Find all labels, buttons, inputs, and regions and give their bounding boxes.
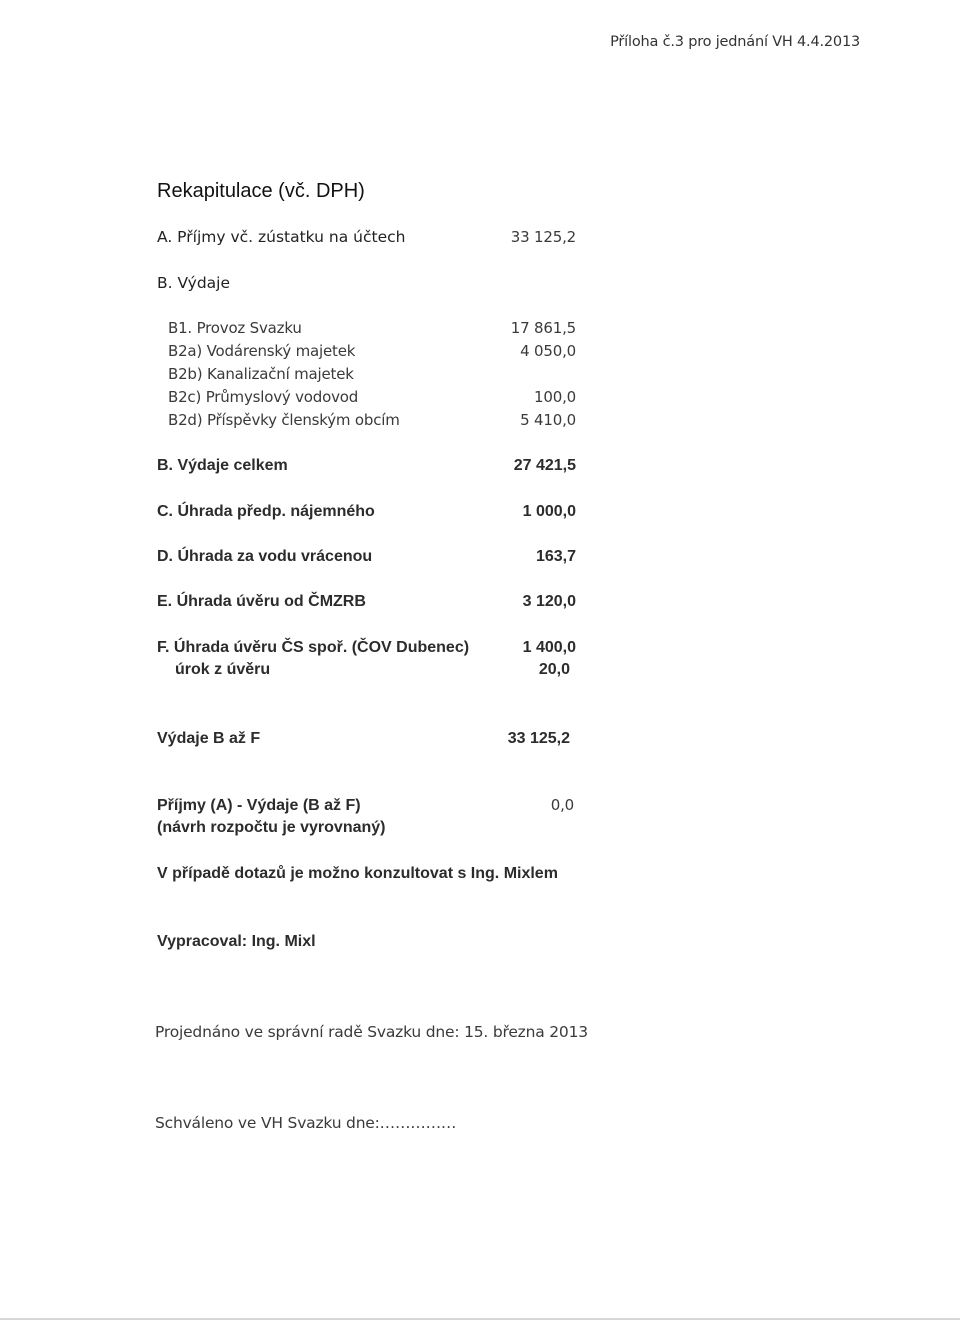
interest-value: 20,0 — [538, 661, 570, 678]
section-e-label: E. Úhrada úvěru od ČMZRB — [157, 593, 366, 610]
approved-date: Schváleno ve VH Svazku dne:…………… — [155, 1114, 457, 1132]
balance-value: 0,0 — [550, 796, 574, 814]
section-f-label: F. Úhrada úvěru ČS spoř. (ČOV Dubenec) — [157, 639, 470, 656]
expense-item-b1: B1. Provoz Svazku — [168, 319, 302, 337]
contact-note: V případě dotazů je možno konzultovat s Ing. Mixlem — [157, 865, 558, 882]
expense-item-b2d: B2d) Příspěvky členským obcím — [168, 411, 400, 429]
expenses-b-f-value: 33 125,2 — [507, 730, 570, 747]
expenses-total-label: B. Výdaje celkem — [157, 457, 288, 474]
expense-item-b2b: B2b) Kanalizační majetek — [168, 365, 354, 383]
scan-edge-line — [0, 1318, 960, 1320]
attachment-note: Příloha č.3 pro jednání VH 4.4.2013 — [610, 34, 860, 50]
discussed-date: Projednáno ve správní radě Svazku dne: 15. března 2013 — [155, 1023, 588, 1041]
expenses-heading: B. Výdaje — [157, 274, 231, 292]
expense-value-b1: 17 861,5 — [510, 319, 576, 337]
expenses-b-f-label: Výdaje B až F — [157, 730, 261, 747]
section-d-label: D. Úhrada za vodu vrácenou — [157, 548, 373, 565]
section-f-value: 1 400,0 — [522, 639, 576, 656]
income-value: 33 125,2 — [510, 228, 576, 246]
balance-label: Příjmy (A) - Výdaje (B až F) — [157, 797, 361, 814]
expense-item-b2a: B2a) Vodárenský majetek — [168, 342, 356, 360]
expense-item-b2c: B2c) Průmyslový vodovod — [168, 388, 359, 406]
expense-value-b2c: 100,0 — [534, 388, 576, 406]
balance-note: (návrh rozpočtu je vyrovnaný) — [157, 819, 386, 836]
expense-value-b2d: 5 410,0 — [520, 411, 576, 429]
section-c-label: C. Úhrada předp. nájemného — [157, 503, 375, 520]
prepared-by: Vypracoval: Ing. Mixl — [157, 933, 316, 950]
section-d-value: 163,7 — [535, 548, 576, 565]
page-title: Rekapitulace (vč. DPH) — [157, 180, 365, 202]
interest-label: úrok z úvěru — [175, 661, 271, 678]
section-c-value: 1 000,0 — [522, 503, 576, 520]
income-label: A. Příjmy vč. zústatku na účtech — [157, 228, 406, 246]
expense-value-b2a: 4 050,0 — [520, 342, 576, 360]
section-e-value: 3 120,0 — [522, 593, 576, 610]
expenses-total-value: 27 421,5 — [513, 457, 576, 474]
